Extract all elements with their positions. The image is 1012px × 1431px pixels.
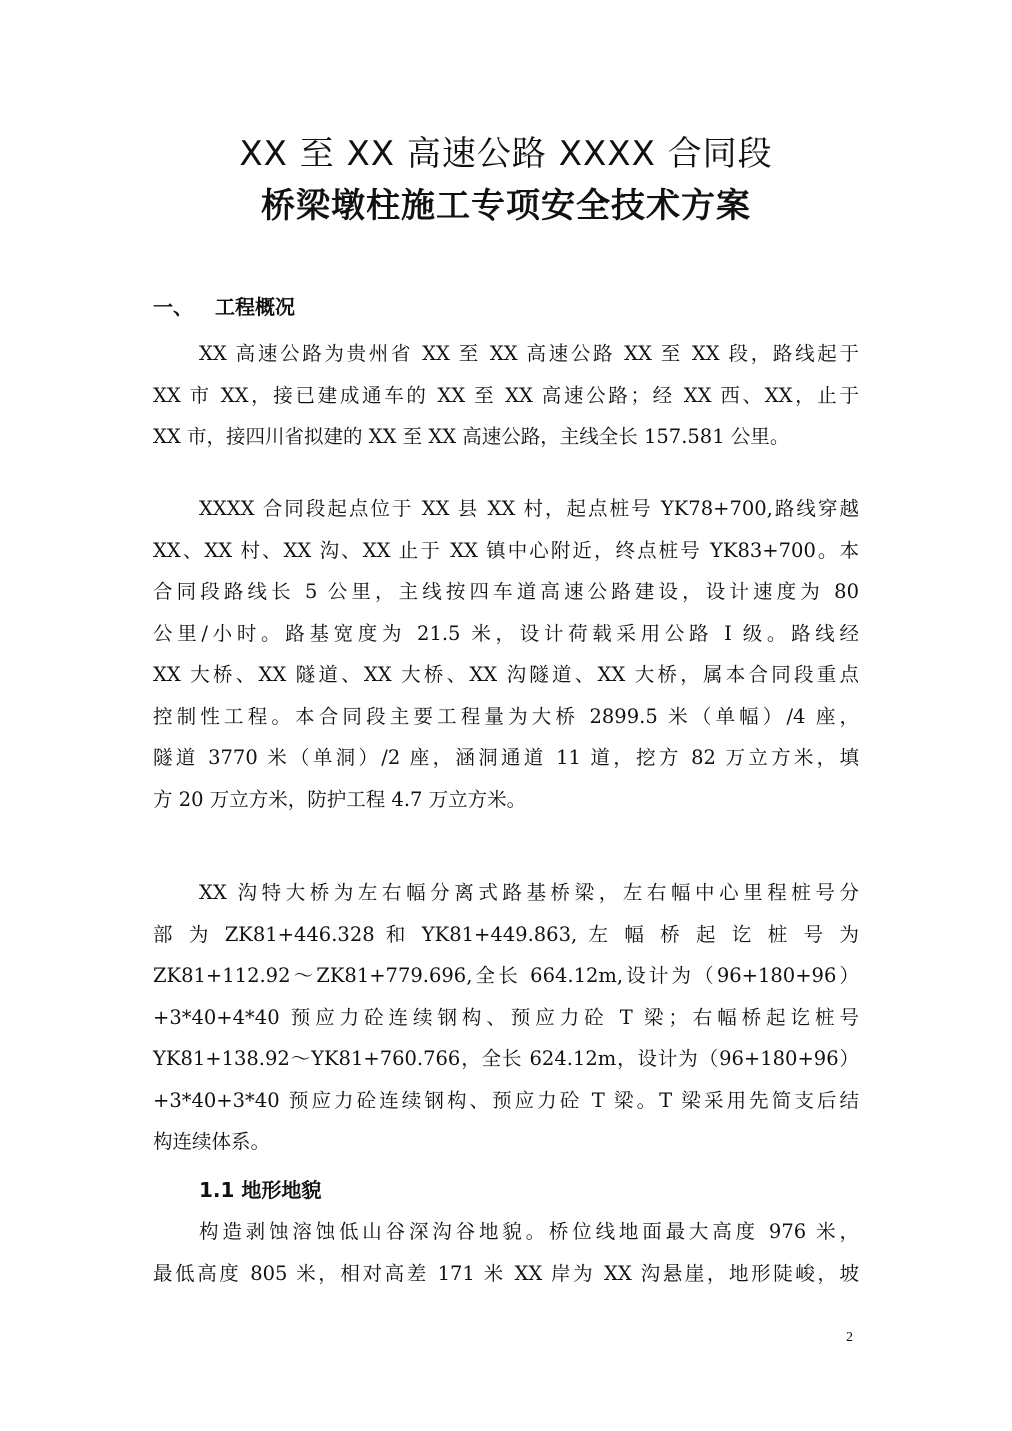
subsection-heading-terrain: 1.1 地形地貌: [199, 1178, 322, 1202]
paragraph-terrain: [153, 1211, 859, 1294]
paragraph-route-intro: [153, 333, 859, 458]
paragraph-line: ZK81+112.92～ZK81+779.696,全长 664.12m,设计为（96+180+96）: [153, 964, 859, 987]
paragraph-line: XX 市，接四川省拟建的 XX 至 XX 高速公路，主线全长 157.581 公里。: [153, 425, 790, 448]
paragraph-line: 构造剥蚀溶蚀低山谷深沟谷地貌。桥位线地面最大高度 976 米，: [199, 1220, 859, 1243]
paragraph-contract-section: [153, 488, 859, 820]
paragraph-bridge-description: [153, 872, 859, 1163]
paragraph-line: XX 高速公路为贵州省 XX 至 XX 高速公路 XX 至 XX 段，路线起于: [199, 342, 859, 365]
paragraph-line: XXXX 合同段起点位于 XX 县 XX 村，起点桩号 YK78+700,路线穿越: [199, 497, 859, 520]
paragraph-line: 部 为 ZK81+446.328 和 YK81+449.863, 左 幅 桥 起 讫 桩 号 为: [153, 922, 859, 946]
section-title: 工程概况: [215, 295, 295, 319]
paragraph-line: 构连续体系。: [153, 1130, 271, 1153]
document-title: [0, 128, 1012, 232]
paragraph-line: 最低高度 805 米，相对高差 171 米 XX 岸为 XX 沟悬崖，地形陡峻，坡: [153, 1261, 859, 1285]
paragraph-line: +3*40+4*40 预应力砼连续钢构、预应力砼 T 梁；右幅桥起讫桩号: [153, 1005, 859, 1029]
paragraph-line: +3*40+3*40 预应力砼连续钢构、预应力砼 T 梁。T 梁采用先简支后结: [153, 1088, 859, 1112]
section-number: 一、: [153, 295, 193, 319]
paragraph-line: 合同段路线长 5 公里，主线按四车道高速公路建设，设计速度为 80: [153, 580, 859, 603]
paragraph-line: XX 沟特大桥为左右幅分离式路基桥梁，左右幅中心里程桩号分: [199, 881, 859, 904]
paragraph-line: 隧道 3770 米（单洞）/2 座，涵洞通道 11 道，挖方 82 万立方米，填: [153, 746, 859, 769]
paragraph-line: 方 20 万立方米，防护工程 4.7 万立方米。: [153, 787, 527, 811]
title-line-2: 桥梁墩柱施工专项安全技术方案: [261, 186, 751, 226]
title-line-1: XX 至 XX 高速公路 XXXX 合同段: [239, 134, 773, 174]
paragraph-line: 公里/小时。路基宽度为 21.5 米，设计荷载采用公路 I 级。路线经: [153, 621, 859, 645]
paragraph-line: XX 市 XX，接已建成通车的 XX 至 XX 高速公路；经 XX 西、XX，止于: [153, 383, 859, 407]
section-heading-overview: [153, 292, 295, 322]
paragraph-line: 控制性工程。本合同段主要工程量为大桥 2899.5 米（单幅）/4 座，: [153, 704, 859, 728]
page-number: 2: [846, 1330, 853, 1345]
paragraph-line: XX、XX 村、XX 沟、XX 止于 XX 镇中心附近，终点桩号 YK83+700。本: [153, 538, 859, 562]
paragraph-line: YK81+138.92～YK81+760.766，全长 624.12m，设计为（96+180+96）: [153, 1047, 859, 1070]
paragraph-line: XX 大桥、XX 隧道、XX 大桥、XX 沟隧道、XX 大桥，属本合同段重点: [153, 663, 859, 686]
